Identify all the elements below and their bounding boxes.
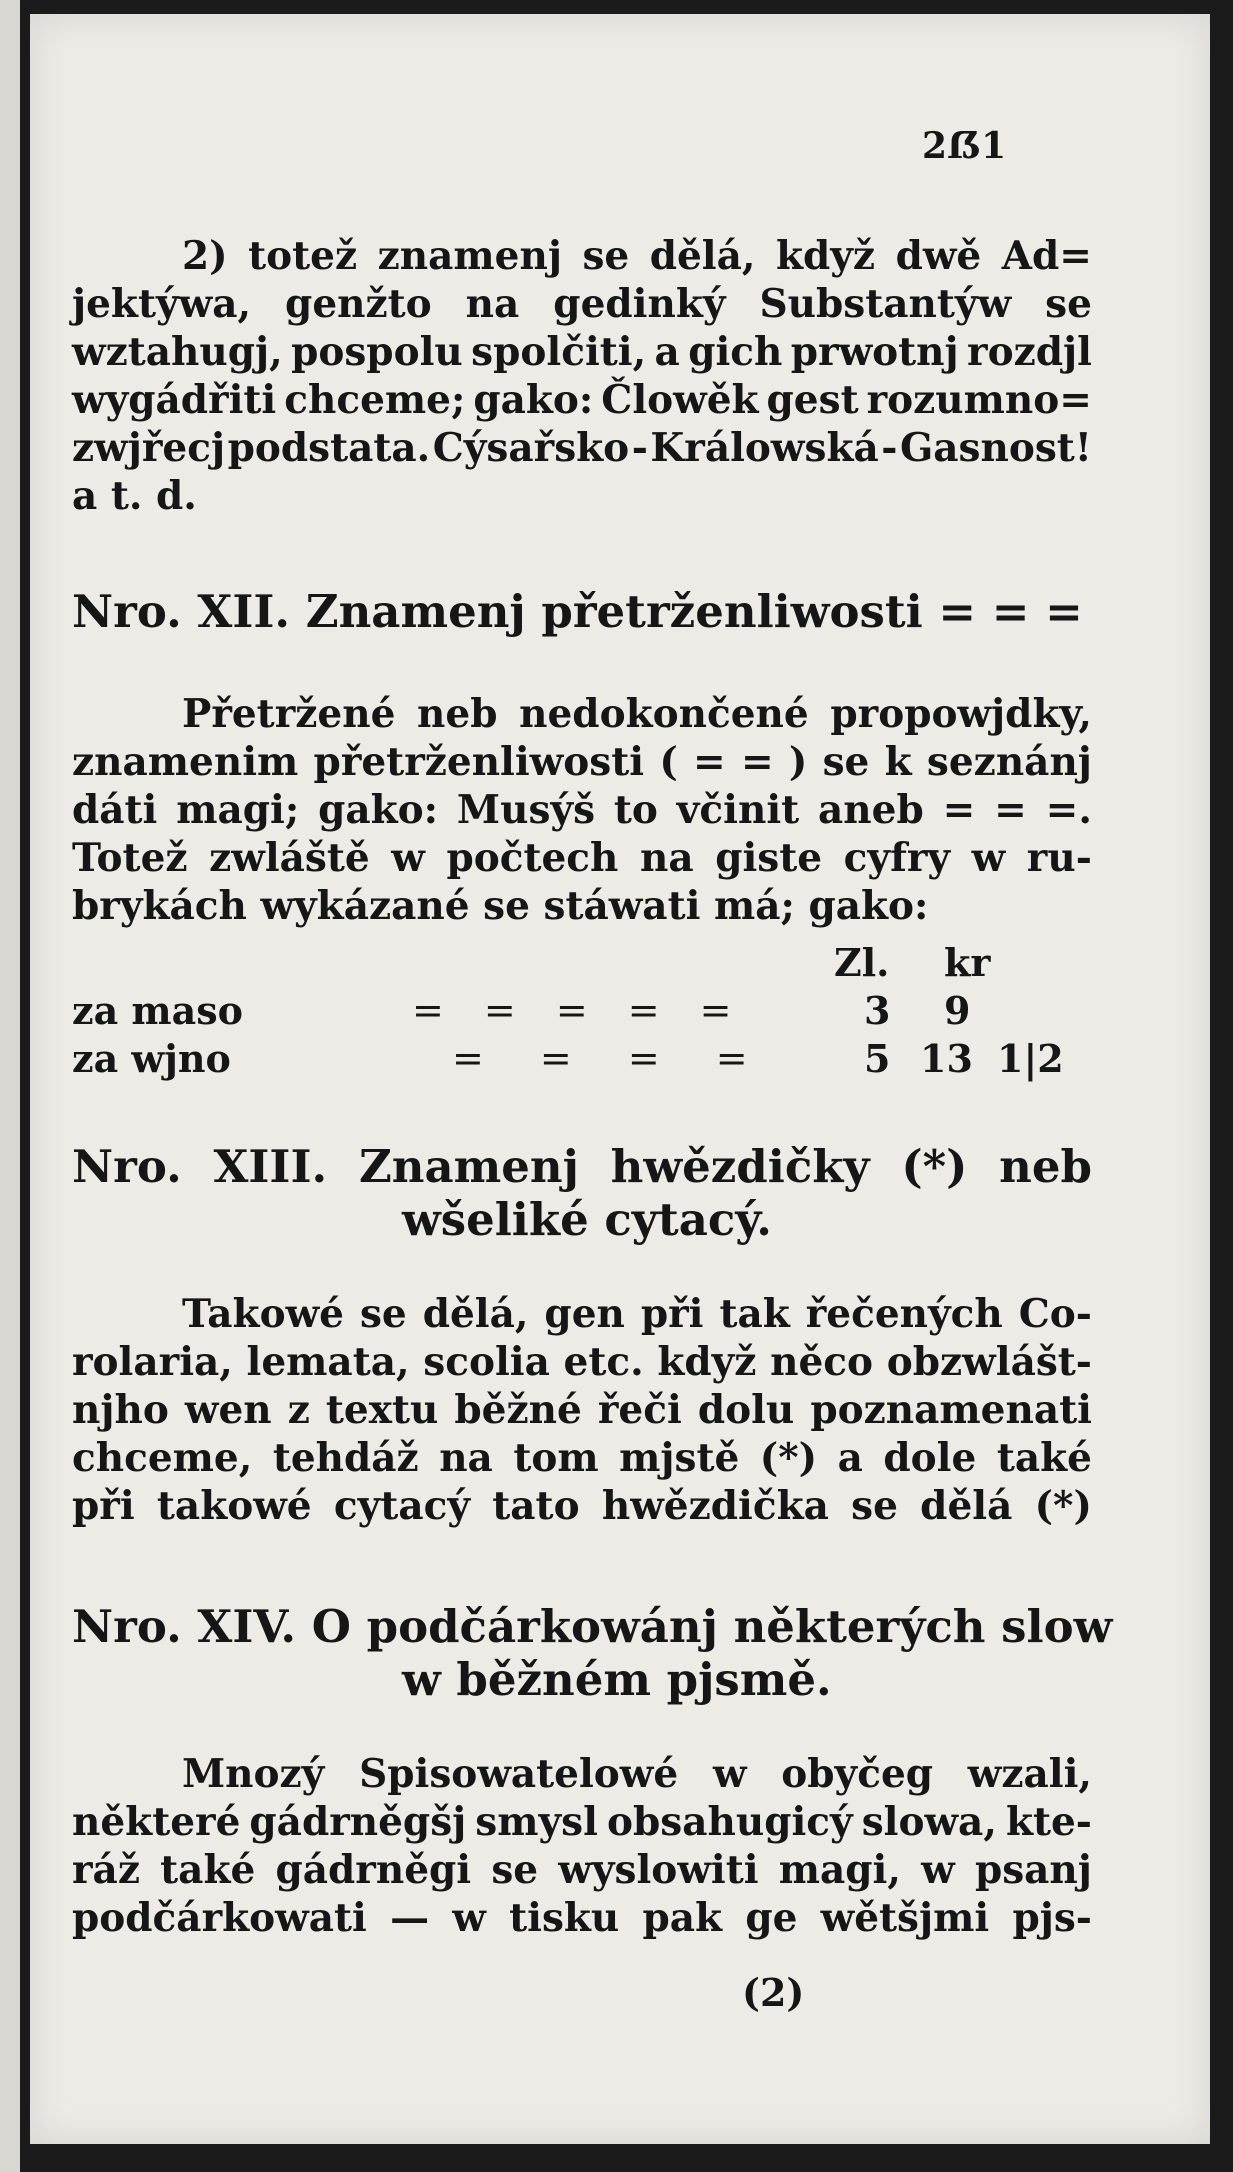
- word: gedinký: [553, 281, 726, 327]
- word: prwotnj: [790, 329, 959, 375]
- word: seznánj: [926, 739, 1092, 785]
- word: smysl: [475, 1799, 598, 1845]
- word: řeči: [597, 1387, 682, 1433]
- word: dolu: [697, 1387, 795, 1433]
- word: Totež: [72, 835, 188, 881]
- heading-line: wšeliké cytacý.: [402, 1193, 772, 1246]
- word: cyfry: [843, 835, 951, 881]
- text-line: [72, 232, 1092, 280]
- text-line: [72, 280, 1092, 328]
- word: ): [788, 739, 808, 785]
- word: tehdáž: [272, 1435, 419, 1481]
- word: obyčeg: [781, 1751, 934, 1797]
- word: ge: [745, 1895, 798, 1941]
- word: dělá,: [422, 1291, 529, 1337]
- heading-line: Nro. XIV. O podčárkowánj některých slow: [72, 1600, 1113, 1653]
- word: také: [160, 1847, 256, 1893]
- word: takowé: [156, 1483, 312, 1529]
- word: tom: [513, 1435, 599, 1481]
- word: Mnozý: [182, 1751, 325, 1797]
- word: na: [439, 1435, 493, 1481]
- word: zwláště: [209, 835, 370, 881]
- word: neb: [999, 1140, 1092, 1193]
- word: gako:: [318, 787, 439, 833]
- row-label: za wjno: [72, 1036, 231, 1081]
- row-dots: = = = =: [452, 1036, 770, 1080]
- word: Přetržené: [182, 691, 396, 737]
- word: obsahugicý: [606, 1799, 853, 1845]
- word: něco: [770, 1339, 874, 1385]
- word: Co-: [1018, 1291, 1092, 1337]
- word: (*): [1034, 1483, 1092, 1529]
- word: včinit: [676, 787, 800, 833]
- word: propowjdky,: [830, 691, 1092, 737]
- word: slowa,: [861, 1799, 997, 1845]
- paragraph-3: [72, 1290, 1092, 1530]
- section-heading-xiv: [72, 1600, 1113, 1706]
- word: w: [921, 1847, 955, 1893]
- heading-line: w běžném pjsmě.: [402, 1653, 832, 1706]
- word: počtech: [446, 835, 619, 881]
- word: znamenim: [72, 739, 299, 785]
- word: -: [631, 425, 648, 471]
- word: (*): [759, 1435, 818, 1481]
- heading-line: [72, 1140, 1092, 1193]
- word: giste: [715, 835, 823, 881]
- text-line: [72, 1386, 1092, 1434]
- text-line: a t. d.: [72, 473, 197, 519]
- cell-zl: 3: [864, 988, 891, 1033]
- word: mjstě: [619, 1435, 740, 1481]
- cell-kr: 13: [920, 1036, 973, 1081]
- word: textu: [325, 1387, 439, 1433]
- word: to: [613, 787, 658, 833]
- word: w: [452, 1895, 486, 1941]
- word: se: [359, 1291, 407, 1337]
- word: při: [72, 1483, 135, 1529]
- word: aneb: [818, 787, 924, 833]
- word: gako:: [473, 377, 594, 423]
- word: gádrněgi: [275, 1847, 472, 1893]
- word: poznamenati: [810, 1387, 1092, 1433]
- word: totež: [248, 233, 358, 279]
- word: gest: [766, 377, 859, 423]
- word: rolaria,: [72, 1339, 233, 1385]
- word: Substantýw: [759, 281, 1012, 327]
- word: některé: [72, 1799, 241, 1845]
- word: Musýš: [456, 787, 596, 833]
- table-row: [72, 988, 1092, 1036]
- word: dělá: [920, 1483, 1013, 1529]
- word: ru-: [1026, 835, 1092, 881]
- word: dwě: [895, 233, 982, 279]
- word: řečených: [805, 1291, 1003, 1337]
- word: znamenj: [377, 233, 562, 279]
- cell-zl: 5: [864, 1036, 891, 1081]
- text-line: [72, 1482, 1092, 1530]
- word: XIII.: [213, 1140, 328, 1193]
- word: obzwlášt-: [886, 1339, 1092, 1385]
- text-line: [72, 376, 1092, 424]
- word: =: [942, 787, 976, 833]
- word: wen: [184, 1387, 272, 1433]
- paragraph-4: [72, 1750, 1092, 1942]
- word: magi;: [176, 787, 300, 833]
- text-line: [72, 834, 1092, 882]
- word: gen: [544, 1291, 625, 1337]
- word: a: [837, 1435, 863, 1481]
- word: také: [996, 1435, 1092, 1481]
- word: njho: [72, 1387, 169, 1433]
- word: z: [287, 1387, 310, 1433]
- word: když: [657, 1339, 757, 1385]
- section-heading-xii: Nro. XII. Znamenj přetrženliwosti = = =: [72, 585, 1083, 638]
- word: =: [994, 787, 1027, 833]
- price-table: [72, 940, 1092, 1084]
- word: (*): [901, 1140, 968, 1193]
- word: w: [971, 835, 1006, 881]
- text-line: [72, 328, 1092, 376]
- word: wztahugj,: [72, 329, 283, 375]
- word: w: [712, 1751, 747, 1797]
- word: dělá,: [649, 233, 756, 279]
- text-line: [72, 1434, 1092, 1482]
- word: ráž: [72, 1847, 140, 1893]
- word: -: [881, 425, 898, 471]
- word: když: [775, 233, 876, 279]
- word: nedokončené: [519, 691, 809, 737]
- word: hwězdička: [601, 1483, 829, 1529]
- word: pospolu: [291, 329, 463, 375]
- word: přetrženliwosti: [313, 739, 645, 785]
- word: se: [851, 1483, 898, 1529]
- word: kte-: [1005, 1799, 1092, 1845]
- word: wzali,: [967, 1751, 1092, 1797]
- text-line: [72, 738, 1092, 786]
- word: =: [740, 739, 774, 785]
- word: —: [390, 1895, 430, 1941]
- page-edge-left: [0, 0, 20, 2172]
- word: podčárkowati: [72, 1895, 367, 1941]
- word: neb: [417, 691, 498, 737]
- word: pjs-: [1012, 1895, 1092, 1941]
- word: scolia: [423, 1339, 550, 1385]
- word: gádrněgšj: [249, 1799, 467, 1845]
- text-line: [72, 1846, 1092, 1894]
- row-dots: = = = = =: [412, 988, 746, 1032]
- word: na: [640, 835, 694, 881]
- paragraph-1: [72, 232, 1092, 520]
- word: cytacý: [333, 1483, 470, 1529]
- column-header-kr: kr: [944, 940, 991, 985]
- word: a: [654, 329, 680, 375]
- word: se: [822, 739, 870, 785]
- cell-kr: 9: [944, 988, 971, 1033]
- word: lemata,: [246, 1339, 410, 1385]
- word: dáti: [72, 787, 158, 833]
- word: Gasnost!: [899, 425, 1092, 471]
- word: na: [465, 281, 520, 327]
- text-line: [72, 424, 1092, 472]
- word: rozumno=: [866, 377, 1092, 423]
- word: w: [391, 835, 425, 881]
- word: genžto: [285, 281, 432, 327]
- word: Cýsařsko: [432, 425, 630, 471]
- word: psanj: [974, 1847, 1092, 1893]
- text-line: [72, 1750, 1092, 1798]
- page-number: 2ẞ1: [922, 125, 1007, 167]
- word: chceme;: [284, 377, 466, 423]
- text-line: [72, 1798, 1092, 1846]
- word: tato: [492, 1483, 580, 1529]
- word: Králowská: [650, 425, 879, 471]
- word: magi,: [778, 1847, 901, 1893]
- text-line: brykách wykázané se stáwati má; gako:: [72, 883, 929, 929]
- word: hwězdičky: [610, 1140, 870, 1193]
- word: tak: [719, 1291, 790, 1337]
- text-line: [72, 1338, 1092, 1386]
- word: spolčiti,: [471, 329, 647, 375]
- word: běžné: [454, 1387, 582, 1433]
- word: se: [1045, 281, 1092, 327]
- word: wyslowiti: [558, 1847, 759, 1893]
- text-line: [72, 1290, 1092, 1338]
- word: Takowé: [182, 1291, 344, 1337]
- word: 2): [182, 233, 228, 279]
- word: Nro.: [72, 1140, 182, 1193]
- table-row: [72, 1036, 1092, 1084]
- text-line: [72, 690, 1092, 738]
- text-line: [72, 1894, 1092, 1942]
- word: chceme,: [72, 1435, 253, 1481]
- word: při: [640, 1291, 704, 1337]
- word: wětšjmi: [820, 1895, 990, 1941]
- text-line: [72, 786, 1092, 834]
- word: dole: [883, 1435, 977, 1481]
- row-label: za maso: [72, 988, 243, 1033]
- paragraph-2: [72, 690, 1092, 930]
- word: se: [491, 1847, 539, 1893]
- signature-mark: (2): [742, 1970, 805, 2015]
- word: k: [884, 739, 912, 785]
- word: wygádřiti: [72, 377, 277, 423]
- word: Člowěk: [601, 377, 759, 423]
- word: pak: [642, 1895, 723, 1941]
- column-header-zl: Zl.: [834, 940, 890, 985]
- word: =: [693, 739, 726, 785]
- word: Spisowatelowé: [359, 1751, 679, 1797]
- word: podstata.: [227, 425, 431, 471]
- word: Znamenj: [358, 1140, 579, 1193]
- section-heading-xiii: [72, 1140, 1092, 1246]
- word: (: [659, 739, 678, 785]
- word: jektýwa,: [72, 281, 252, 327]
- word: Ad=: [1001, 233, 1092, 279]
- word: etc.: [563, 1339, 644, 1385]
- word: tisku: [509, 1895, 620, 1941]
- word: =.: [1045, 787, 1092, 833]
- word: rozdjl: [967, 329, 1092, 375]
- cell-fraction: 1|2: [997, 1036, 1064, 1081]
- word: zwjřecj: [72, 425, 226, 471]
- word: gich: [688, 329, 783, 375]
- table-header-row: [72, 940, 1092, 988]
- word: se: [582, 233, 630, 279]
